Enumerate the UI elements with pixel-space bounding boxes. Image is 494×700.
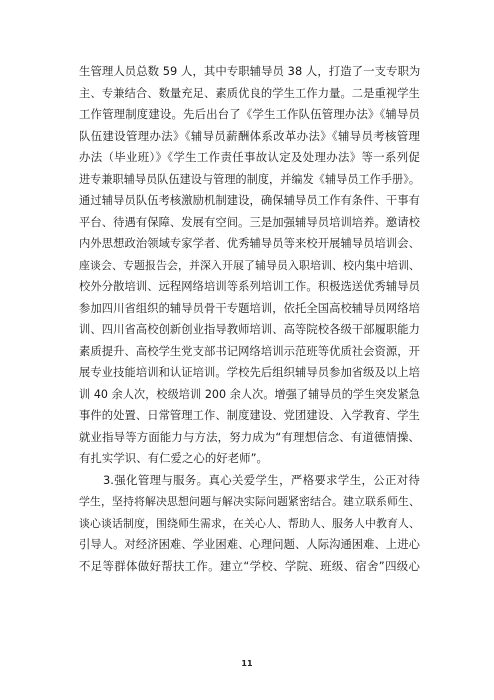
- text-line: 主、专兼结合、数量充足、素质优良的学生工作力量。二是重视学生: [79, 86, 420, 100]
- text-line: 进专兼职辅导员队伍建设与管理的制度，并编发《辅导员工作手册》。: [79, 172, 420, 186]
- text-line: 谈心谈话制度，围绕师生需求，在关心人、帮助人、服务人中教育人、: [79, 516, 420, 530]
- body-text: [79, 61, 420, 577]
- text-line: 通过辅导员队伍考核激励机制建设，确保辅导员工作有条件、干事有: [79, 194, 420, 207]
- text-line: 队伍建设管理办法》《辅导员薪酬体系改革办法》《辅导员考核管理: [79, 128, 420, 143]
- text-line: 引导人。对经济困难、学业困难、心理问题、人际沟通困难、上进心: [79, 538, 420, 551]
- page-number: 11: [241, 659, 253, 668]
- text-line: 生管理人员总数 59 人，其中专职辅导员 38 人，打造了一支专职为: [79, 64, 421, 78]
- text-line: 不足等群体做好帮扶工作。建立“学校、学院、班级、宿舍”四级心: [79, 558, 420, 573]
- text-line: 工作管理制度建设。先后出台了《学生工作队伍管理办法》《辅导员: [79, 107, 420, 121]
- text-line: 平台、待遇有保障、发展有空间。三是加强辅导员培训培养。邀请校: [79, 215, 420, 229]
- text-line: 有扎实学识、有仁爱之心的好老师”。: [79, 451, 269, 465]
- text-line: 办法（毕业班）》《学生工作责任事故认定及处理办法》等一系列促: [79, 150, 420, 164]
- section-heading-line: 3.强化管理与服务。真心关爱学生，严格要求学生，公正对待: [103, 472, 420, 487]
- text-line: 座谈会、专题报告会，并深入开展了辅导员入职培训、校内集中培训、: [79, 258, 420, 272]
- text-line: 展专业技能培训和认证培训。学校先后组织辅导员参加省级及以上培: [79, 366, 420, 379]
- text-line: 学生，坚持将解决思想问题与解决实际问题紧密结合。建立联系师生、: [79, 495, 420, 508]
- text-line: 训 40 余人次，校级培训 200 余人次。增强了辅导员的学生突发紧急: [79, 387, 420, 401]
- text-line: 训、四川省高校创新创业指导教师培训、高等院校各级干部履职能力: [79, 323, 420, 336]
- text-line: 就业指导等方面能力与方法，努力成为“有理想信念、有道德情操、: [79, 429, 420, 444]
- text-line: 事件的处置、日常管理工作、制度建设、党团建设、入学教育、学生: [79, 409, 420, 422]
- text-line: 素质提升、高校学生党支部书记网络培训示范班等优质社会资源，开: [79, 344, 420, 358]
- text-line: 校外分散培训、远程网络培训等系列培训工作。积极选送优秀辅导员: [79, 280, 420, 293]
- text-line: 参加四川省组织的辅导员骨干专题培训，依托全国高校辅导员网络培: [79, 301, 420, 315]
- text-line: 内外思想政治领域专家学者、优秀辅导员等来校开展辅导员培训会、: [79, 237, 420, 250]
